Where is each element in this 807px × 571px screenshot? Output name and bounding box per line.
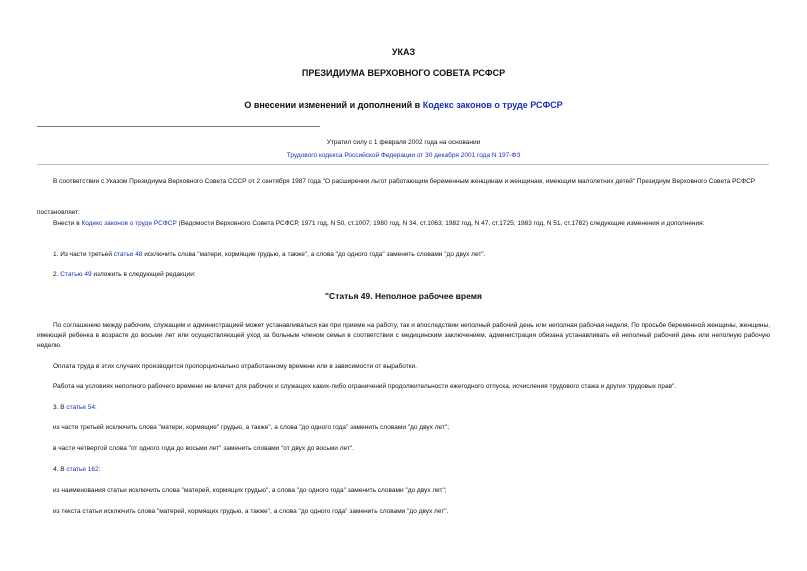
item-2-prefix: 2. xyxy=(53,271,61,278)
item-2-suffix: изложить в следующей редакции: xyxy=(91,271,196,278)
item-4-a: из наименования статьи исключить слова "матерей, кормящих грудью", а слова "до одного года" заменить словами "до двух лет"; xyxy=(53,487,447,494)
divider-long xyxy=(37,164,769,165)
labor-code-link[interactable]: Кодекс законов о труде РСФСР xyxy=(422,100,563,110)
article-49-para-1: По соглашению между рабочим, служащим и администрацией может устанавливаться как при приеме на работу, так и впоследствии неполный рабочий день или неполная рабочая неделя. По просьбе беременной женщины, женщины, имеющей ребенка в возрасте до восьми лет или осуществляющей уход за больным членом семьи в соответствии с медицинским заключением, администрация обязана устанавливать ей неполный рабочий день или неполную рабочую неделю. xyxy=(37,322,770,349)
item-3-prefix: 3. В xyxy=(53,404,67,411)
item-4-suffix: : xyxy=(98,466,101,473)
lost-force-note: Утратил силу с 1 февраля 2002 года на основании xyxy=(326,139,481,146)
item-1-prefix: 1. Из части третьей xyxy=(53,251,114,258)
issuer: ПРЕЗИДИУМА ВЕРХОВНОГО СОВЕТА РСФСР xyxy=(301,68,506,78)
item-4 xyxy=(37,465,770,475)
doc-title xyxy=(0,100,807,110)
item-1 xyxy=(37,250,770,260)
article-49-link[interactable]: Статью 49 xyxy=(60,271,92,278)
article-49-para-2: Оплата труда в этих случаях производится пропорционально отработанному времени или в зависимости от выработки. xyxy=(53,363,417,370)
lost-force-basis xyxy=(0,152,807,159)
item-3-a: из части третьей исключить слова "матери, кормящие" грудью, а также", а слова "до одного года" заменить словами "до двух лет"; xyxy=(53,424,450,431)
intro-suffix: (Ведомости Верховного Совета РСФСР, 1971 год, N 50, ст.1007; 1980 год, N 34, ст.1063; 1982 год, N 47, ст.1725; 1983 год, N 51, ст.1782) следующие изменения и дополнения: xyxy=(176,220,705,227)
preamble: В соответствии с Указом Президиума Верховного Совета СССР от 2 сентября 1987 года "О расширении льгот работающим беременным женщинам и женщинам, имеющим малолетних детей" Президиум Верховного Совета РСФСР xyxy=(53,178,756,185)
item-3 xyxy=(37,403,770,413)
item-2 xyxy=(37,270,770,280)
decree-word: постановляет: xyxy=(37,209,80,216)
doc-type: УКАЗ xyxy=(391,47,416,57)
intro-code-link[interactable]: Кодекс законов о труде РСФСР xyxy=(81,220,177,227)
article-49-heading: "Статья 49. Неполное рабочее время xyxy=(325,291,482,301)
item-1-suffix: исключить слова "матери, кормящие грудью, а также", а слова "до одного года" заменить словами "до двух лет". xyxy=(142,251,486,258)
labor-code-rf-link[interactable]: Трудового кодекса Российской Федерации от 30 декабря 2001 года N 197-ФЗ xyxy=(286,152,521,159)
divider-short xyxy=(37,126,320,127)
intro-paragraph xyxy=(37,219,770,229)
item-4-b: из текста статьи исключить слова "матерей, кормящих грудью, а также", а слова "до одного года" заменить словами "до двух лет". xyxy=(53,508,449,515)
intro-prefix: Внести в xyxy=(53,220,82,227)
doc-title-prefix: О внесении изменений и дополнений в xyxy=(244,100,423,110)
article-162-link[interactable]: статье 162 xyxy=(66,466,99,473)
item-3-b: в части четвертой слова "от одного года до восьми лет" заменить словами "от двух до восьми лет". xyxy=(53,445,354,452)
item-3-suffix: : xyxy=(95,404,97,411)
article-49-para-3: Работа на условиях неполного рабочего времени не влечет для рабочих и служащих каких-либо ограничений продолжительности ежегодного отпуска, исчисления трудового стажа и других трудовых прав". xyxy=(53,383,677,390)
article-54-link[interactable]: статье 54 xyxy=(66,404,96,411)
article-48-link[interactable]: статьи 48 xyxy=(113,251,143,258)
item-4-prefix: 4. В xyxy=(53,466,67,473)
